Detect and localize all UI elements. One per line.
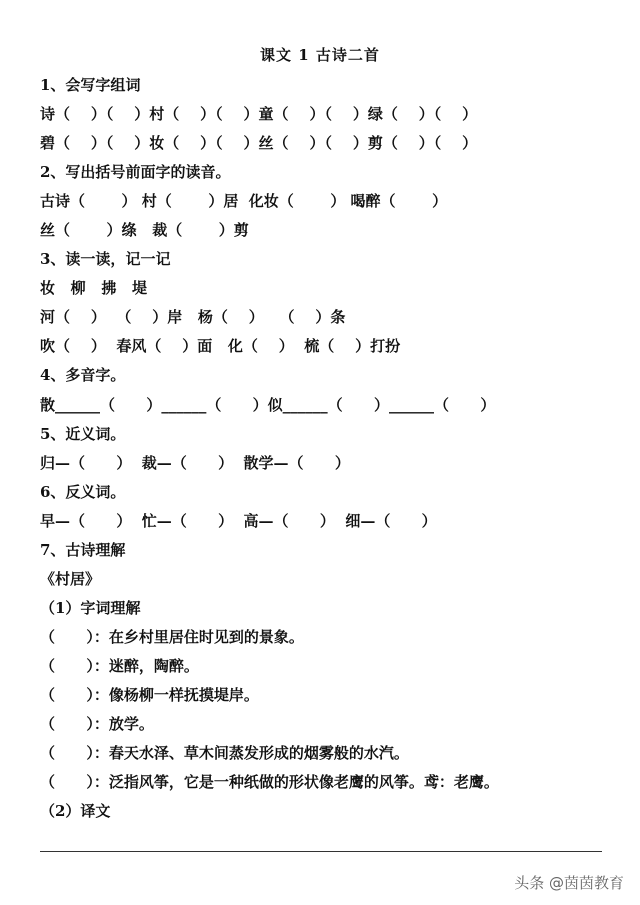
watermark: 头条 @茵茵教育 bbox=[514, 874, 624, 892]
pronunciation-row-1: 古诗（ ） 村（ ）居 化妆（ ） 喝醉（ ） bbox=[40, 192, 448, 210]
definition-row: （ ）：泛指风筝，它是一种纸做的形状像老鹰的风筝。鸢：老鹰。 bbox=[40, 773, 499, 791]
definition-row: （ ）：在乡村里居住时见到的景象。 bbox=[40, 628, 304, 646]
section-7-heading: 7、古诗理解 bbox=[40, 541, 126, 559]
subsection-1-heading: （1）字词理解 bbox=[40, 599, 141, 617]
synonym-row: 归—（ ） 裁—（ ） 散学—（ ） bbox=[40, 454, 350, 472]
page-title: 课文 1 古诗二首 bbox=[260, 46, 380, 64]
antonym-row: 早—（ ） 忙—（ ） 高—（ ） 细—（ ） bbox=[40, 512, 437, 530]
definition-row: （ ）：放学。 bbox=[40, 715, 154, 733]
read-chars-row: 妆 柳 拂 堤 bbox=[40, 279, 147, 297]
word-row-2: 碧（ ）（ ）妆（ ）（ ）丝（ ）（ ）剪（ ）（ ） bbox=[40, 134, 478, 152]
polyphone-row: 散______（ ）______（ ）似______（ ）______（ ） bbox=[40, 396, 496, 414]
section-2-heading: 2、写出括号前面字的读音。 bbox=[40, 163, 231, 181]
definition-row: （ ）：像杨柳一样抚摸堤岸。 bbox=[40, 686, 259, 704]
section-1-heading: 1、会写字组词 bbox=[40, 76, 141, 94]
section-5-heading: 5、近义词。 bbox=[40, 425, 126, 443]
read-row-1: 河（ ） （ ）岸 杨（ ） （ ）条 bbox=[40, 308, 346, 326]
poem-title: 《村居》 bbox=[40, 570, 101, 588]
word-row-1: 诗（ ）（ ）村（ ）（ ）童（ ）（ ）绿（ ）（ ） bbox=[40, 105, 478, 123]
definition-row: （ ）：迷醉，陶醉。 bbox=[40, 657, 199, 675]
section-3-heading: 3、读一读，记一记 bbox=[40, 250, 171, 268]
footer-divider bbox=[40, 851, 602, 852]
pronunciation-row-2: 丝（ ）绦 裁（ ）剪 bbox=[40, 221, 249, 239]
section-6-heading: 6、反义词。 bbox=[40, 483, 126, 501]
definition-row: （ ）：春天水泽、草木间蒸发形成的烟雾般的水汽。 bbox=[40, 744, 409, 762]
section-4-heading: 4、多音字。 bbox=[40, 366, 126, 384]
subsection-2-heading: （2）译文 bbox=[40, 802, 111, 820]
read-row-2: 吹（ ） 春风（ ）面 化（ ） 梳（ ）打扮 bbox=[40, 337, 401, 355]
